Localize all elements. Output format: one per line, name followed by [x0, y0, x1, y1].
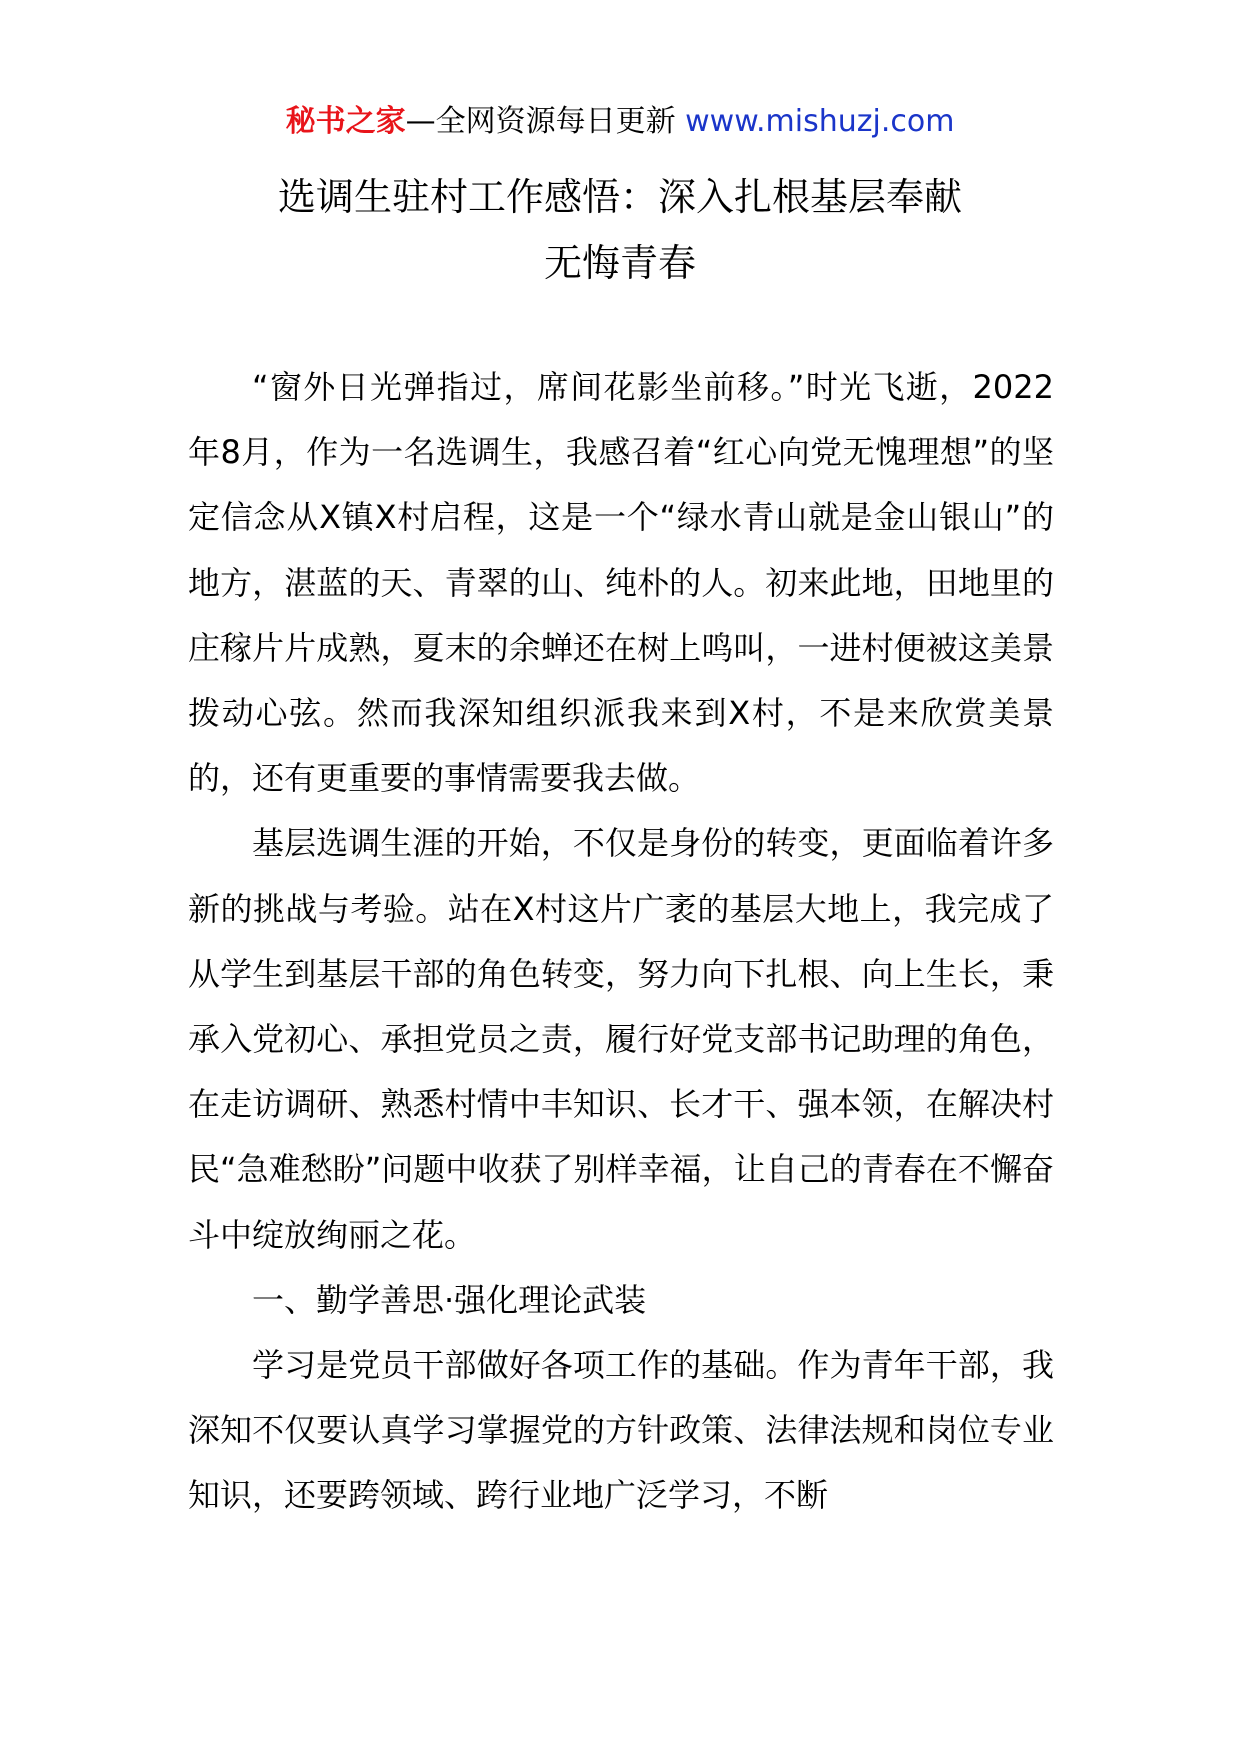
- body-paragraph-1: “窗外日光弹指过，席间花影坐前移。”时光飞逝，2022年8月，作为一名选调生，我感召着“红心向党无愧理想”的坚定信念从X镇X村启程，这是一个“绿水青山就是金山银山”的地方，湛蓝的天、青翠的山、纯朴的人。初来此地，田地里的庄稼片片成熟，夏末的余蝉还在树上鸣叫，一进村便被这美景拨动心弦。然而我深知组织派我来到X村，不是来欣赏美景的，还有更重要的事情需要我去做。: [188, 368, 1054, 798]
- site-brand: 秘书之家: [285, 104, 406, 139]
- document-title: [0, 164, 1240, 296]
- document-title-line-2: 无悔青春: [543, 241, 696, 285]
- document-body: [188, 355, 1054, 1529]
- site-header: [0, 100, 1240, 144]
- site-url-link[interactable]: www.mishuzj.com: [685, 104, 955, 139]
- document-title-line-1: 选调生驻村工作感悟：深入扎根基层奉献: [277, 175, 962, 219]
- body-paragraph-2: 基层选调生涯的开始，不仅是身份的转变，更面临着许多新的挑战与考验。站在X村这片广袤的基层大地上，我完成了从学生到基层干部的角色转变，努力向下扎根、向上生长，秉承入党初心、承担党员之责，履行好党支部书记助理的角色，在走访调研、熟悉村情中丰知识、长才干、强本领，在解决村民“急难愁盼”问题中收获了别样幸福，让自己的青春在不懈奋斗中绽放绚丽之花。: [188, 824, 1054, 1254]
- site-tagline: —全网资源每日更新: [405, 104, 686, 139]
- section-heading: 一、勤学善思·强化理论武装: [252, 1280, 647, 1319]
- section-paragraph: 学习是党员干部做好各项工作的基础。作为青年干部，我深知不仅要认真学习掌握党的方针政策、法律法规和岗位专业知识，还要跨领域、跨行业地广泛学习，不断: [188, 1346, 1054, 1515]
